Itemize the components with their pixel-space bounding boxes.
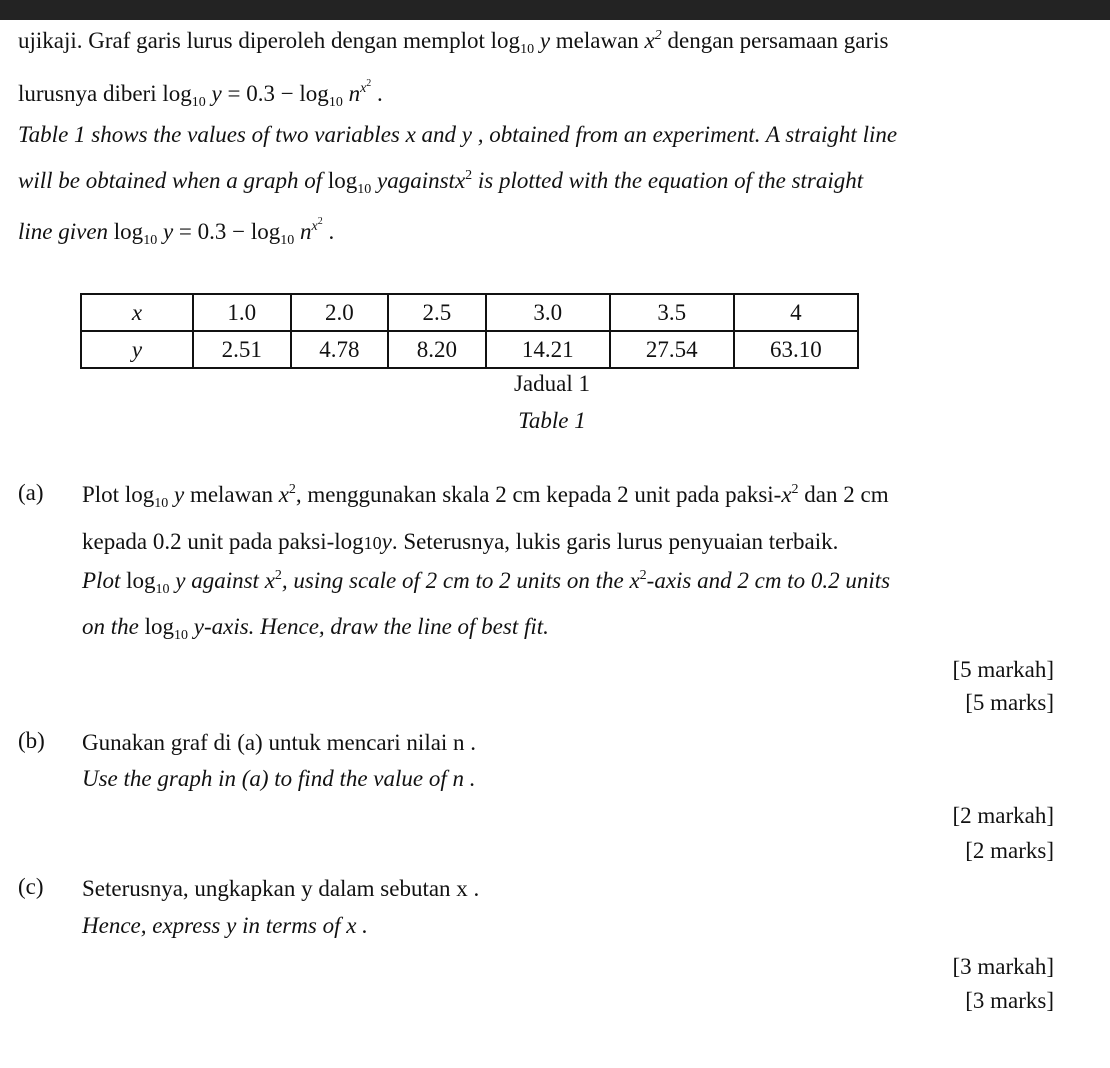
table-caption-ms: Jadual 1	[513, 371, 590, 396]
text: lurusnya diberi	[18, 81, 157, 106]
intro-ms-line-2	[18, 79, 383, 109]
question-a-en-line-2	[82, 612, 549, 642]
table-cell: 27.54	[610, 331, 734, 368]
table-caption-en: Table 1	[518, 408, 586, 433]
table-row	[81, 331, 858, 368]
text: against	[191, 568, 259, 593]
text: , using scale of 2 cm to 2 units on the	[281, 568, 624, 593]
table-cell: 4.78	[291, 331, 389, 368]
text: is plotted with the equation of the straight	[477, 168, 864, 193]
question-a-ms-line-1	[82, 480, 889, 510]
table-row	[81, 294, 858, 331]
question-b-marks-ms: [2 markah]	[952, 803, 1054, 828]
question-b-label: (b)	[18, 728, 45, 753]
text: , menggunakan skala 2 cm kepada 2 unit pada paksi-	[295, 482, 782, 507]
question-b-en: Use the graph in (a) to find the value of n .	[82, 766, 476, 791]
equation: $\log_{10} y = 0.3 - \log_{10} n^{x^2}$ .	[162, 78, 383, 110]
question-c-label: (c)	[18, 874, 44, 899]
question-a-marks-en: [5 marks]	[965, 690, 1054, 715]
question-a-label: (a)	[18, 480, 44, 505]
data-table	[80, 293, 859, 369]
text: Plot	[82, 568, 121, 593]
cut-off-text-fragment	[30, 1058, 170, 1064]
text: line given	[18, 219, 109, 244]
question-a-marks-ms: [5 markah]	[952, 657, 1054, 682]
text: melawan	[189, 482, 273, 507]
math-x2: $x^2$	[629, 568, 647, 593]
row-header: x	[81, 294, 193, 331]
question-c-marks-ms: [3 markah]	[952, 954, 1054, 979]
text: kepada 0.2 unit pada paksi-log	[82, 529, 364, 554]
table-cell: 1.0	[193, 294, 291, 331]
intro-en-line-2	[18, 166, 863, 196]
math-x2: $x^2$	[264, 568, 282, 593]
question-c-ms: Seterusnya, ungkapkan y dalam sebutan x .	[82, 876, 480, 901]
text: . Seterusnya, lukis garis lurus penyuaian terbaik.	[391, 529, 839, 554]
math-log10y: $\log_{10} y$	[490, 28, 551, 57]
question-c-marks-en: [3 marks]	[965, 988, 1054, 1013]
math-log10y: $\log_{10} y$	[327, 168, 388, 197]
text: melawan	[555, 28, 639, 53]
intro-en-line-3	[18, 217, 334, 247]
text: on the	[82, 614, 139, 639]
math-log10y: $\log_{10} y$	[144, 614, 204, 643]
equation: $\log_{10} y = 0.3 - \log_{10} n^{x^2}$ .	[113, 216, 335, 248]
text: dengan persamaan garis	[667, 28, 889, 53]
text: -axis. Hence, draw the line of best fit.	[203, 614, 549, 639]
table-cell: 2.5	[388, 294, 486, 331]
table-cell: 8.20	[388, 331, 486, 368]
text: dan 2 cm	[804, 482, 889, 507]
intro-ms-line-1	[18, 26, 888, 56]
question-a-ms-line-2: kepada 0.2 unit pada paksi-log10y. Seterusnya, lukis garis lurus penyuaian terbaik.	[82, 529, 839, 554]
table-cell: 2.0	[291, 294, 389, 331]
top-bar	[0, 0, 1110, 20]
text: Plot	[82, 482, 120, 507]
text: will be obtained when a graph of	[18, 168, 323, 193]
text: -axis and 2 cm to 0.2 units	[646, 568, 891, 593]
table-cell: 3.0	[486, 294, 610, 331]
table-cell: 63.10	[734, 331, 858, 368]
math-log10y: $\log_{10} y$	[124, 482, 185, 511]
question-b-ms: Gunakan graf di (a) untuk mencari nilai n .	[82, 730, 477, 755]
math-x2: $x^2$	[454, 168, 473, 193]
question-b-marks-en: [2 marks]	[965, 838, 1054, 863]
question-a-en-line-1	[82, 566, 890, 596]
math-x2: $x^2$	[644, 28, 662, 53]
table-cell: 2.51	[193, 331, 291, 368]
table-cell: 3.5	[610, 294, 734, 331]
math-x2: $x^2$	[781, 482, 799, 507]
math-x2: $x^2$	[278, 482, 296, 507]
intro-en-line-1: Table 1 shows the values of two variables x and y , obtained from an experiment. A straight line	[18, 122, 898, 147]
table-cell: 4	[734, 294, 858, 331]
table-cell: 14.21	[486, 331, 610, 368]
text: ujikaji. Graf garis lurus diperoleh dengan memplot	[18, 28, 485, 53]
math-log10y: $\log_{10} y$	[126, 568, 186, 597]
text: against	[387, 168, 455, 193]
question-c-en: Hence, express y in terms of x .	[82, 913, 368, 938]
row-header: y	[81, 331, 193, 368]
